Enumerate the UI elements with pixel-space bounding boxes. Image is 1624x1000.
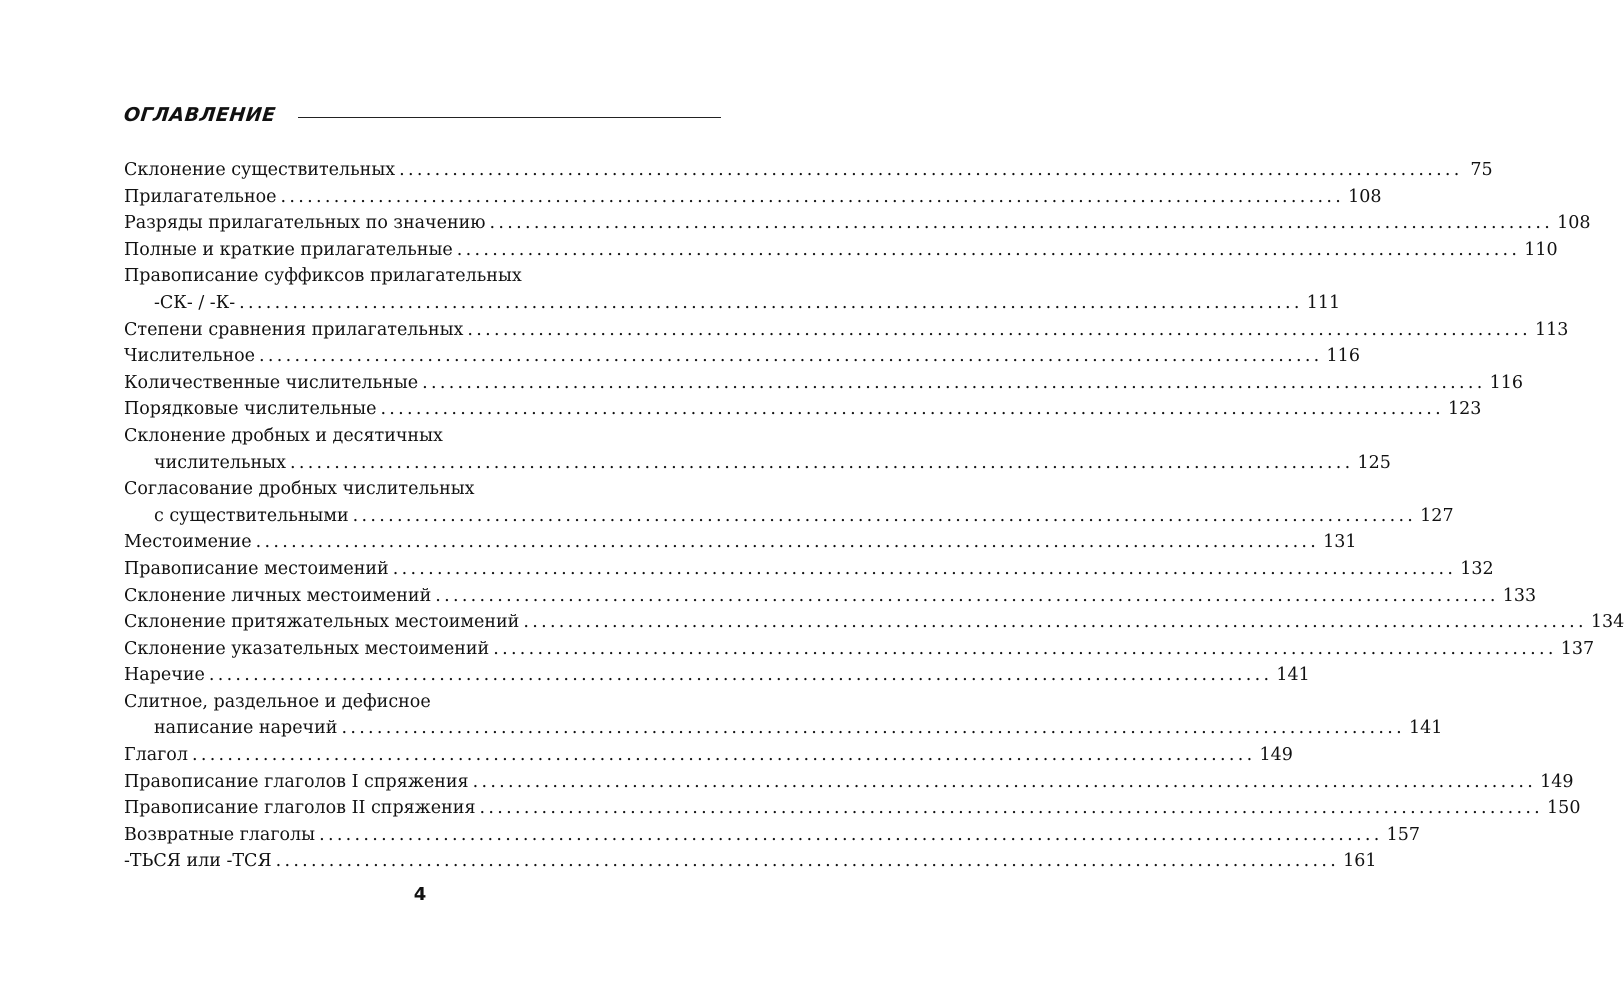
toc-dot-leader: ........................................................................................................................: [352, 505, 1417, 526]
toc-entry-continuation: написание наречий: [154, 718, 338, 739]
toc-dot-leader: ........................................................................................................................: [399, 160, 1463, 180]
toc-dot-leader: ........................................................................................................................: [523, 612, 1587, 633]
toc-entry-title: Правописание местоимений: [124, 558, 389, 579]
toc-dot-leader: ........................................................................................................................: [422, 372, 1486, 393]
toc-entry: [124, 157, 1493, 184]
toc-entry-continuation-line: [124, 450, 1391, 477]
toc-entry: [124, 529, 1357, 556]
toc-dot-leader: ........................................................................................................................: [319, 824, 1383, 845]
toc-entry-continuation-line: [124, 290, 1341, 317]
toc-entry: [124, 636, 1595, 663]
toc-dot-leader: ........................................................................................................................: [341, 718, 1405, 739]
toc-entry-page: 113: [1534, 319, 1569, 340]
toc-entry-title: Слитное, раздельное и дефисное: [124, 691, 431, 712]
toc-entry: [124, 184, 1382, 211]
toc-entry-page: 108: [1348, 186, 1382, 207]
toc-entry-page: 149: [1540, 771, 1574, 792]
page-number: 4: [413, 884, 427, 905]
toc-entry-title: Правописание суффиксов прилагательных: [124, 266, 522, 287]
toc-entry-page: 116: [1326, 346, 1360, 367]
page-title: ОГЛАВЛЕНИЕ: [122, 104, 277, 126]
toc-entry-title: Порядковые числительные: [124, 399, 377, 420]
toc-entry: [124, 210, 1591, 237]
toc-entry-page: 137: [1560, 638, 1595, 659]
toc-dot-leader: ........................................................................................................................: [289, 452, 1354, 473]
toc-entry-continuation-line: [124, 503, 1454, 530]
toc-entry-title: Склонение притяжательных местоимений: [124, 612, 520, 633]
toc-entry-page: 132: [1460, 558, 1494, 579]
toc-entry-page: 149: [1259, 745, 1293, 766]
toc-entry-page: 134: [1590, 612, 1624, 633]
toc-entry-title: Прилагательное: [124, 186, 277, 207]
toc-entry-title: Разряды прилагательных по значению: [124, 213, 486, 234]
toc-entry: [124, 237, 1558, 264]
toc-entry-title: Возвратные глаголы: [124, 824, 316, 845]
toc-entry: [124, 370, 1524, 397]
toc-entry: [124, 795, 1581, 822]
toc-entry: [124, 689, 718, 716]
toc-entry: [124, 822, 1421, 849]
toc-entry-title: Полные и краткие прилагательные: [124, 239, 453, 260]
toc-entry-page: 125: [1357, 452, 1391, 473]
toc-dot-leader: ........................................................................................................................: [380, 399, 1444, 420]
toc-entry: [124, 423, 718, 450]
toc-dot-leader: ........................................................................................................................: [435, 585, 1499, 606]
toc-entry-title: Согласование дробных числительных: [124, 479, 475, 500]
toc-entry-page: 157: [1386, 824, 1421, 845]
toc-entry-page: 108: [1557, 213, 1591, 234]
toc-entry: [124, 343, 1360, 370]
toc-entry-title: Местоимение: [124, 532, 252, 553]
toc-entry-title: Количественные числительные: [124, 372, 419, 393]
table-of-contents: [124, 157, 1624, 875]
toc-dot-leader: ........................................................................................................................: [472, 771, 1537, 792]
toc-entry-page: 161: [1343, 851, 1377, 872]
toc-dot-leader: ........................................................................................................................: [259, 346, 1323, 367]
toc-entry: [124, 609, 1624, 636]
toc-entry-title: -ТЬСЯ или -ТСЯ: [124, 851, 272, 872]
toc-dot-leader: ........................................................................................................................: [493, 638, 1557, 659]
toc-entry-title: Правописание глаголов I спряжения: [124, 771, 469, 792]
toc-dot-leader: ........................................................................................................................: [275, 851, 1340, 872]
toc-entry-continuation: -СК- / -К-: [154, 292, 236, 313]
toc-entry-continuation: числительных: [154, 452, 286, 473]
toc-entry-title: Числительное: [124, 346, 256, 367]
toc-entry-page: 111: [1306, 292, 1341, 313]
toc-dot-leader: ........................................................................................................................: [392, 558, 1457, 579]
toc-entry: [124, 769, 1574, 796]
toc-entry-title: Склонение существительных: [124, 160, 396, 180]
toc-dot-leader: ........................................................................................................................: [467, 319, 1531, 340]
header-rule: [298, 117, 721, 118]
toc-entry-page: 123: [1447, 399, 1482, 420]
toc-entry-title: Глагол: [124, 745, 188, 766]
toc-entry: [124, 742, 1293, 769]
toc-entry: [124, 556, 1494, 583]
toc-dot-leader: ........................................................................................................................: [239, 292, 1303, 313]
toc-entry: [124, 662, 1310, 689]
toc-dot-leader: ........................................................................................................................: [479, 798, 1544, 819]
toc-entry-page: 150: [1547, 798, 1581, 819]
toc-header: [124, 98, 721, 132]
toc-entry: [124, 476, 718, 503]
toc-entry-page: 141: [1276, 665, 1310, 686]
toc-entry-title: Наречие: [124, 665, 205, 686]
toc-dot-leader: ........................................................................................................................: [191, 745, 1256, 766]
toc-entry: [124, 263, 718, 290]
toc-entry-page: 75: [1470, 160, 1493, 180]
toc-dot-leader: ........................................................................................................................: [456, 239, 1521, 260]
toc-entry-title: Склонение указательных местоимений: [124, 638, 490, 659]
toc-entry-page: 131: [1323, 532, 1357, 553]
toc-entry-page: 110: [1524, 239, 1558, 260]
toc-entry-page: 133: [1502, 585, 1537, 606]
toc-entry: [124, 396, 1482, 423]
toc-entry-title: Степени сравнения прилагательных: [124, 319, 464, 340]
toc-dot-leader: ........................................................................................................................: [208, 665, 1273, 686]
toc-entry-title: Правописание глаголов II спряжения: [124, 798, 476, 819]
toc-entry-page: 141: [1409, 718, 1443, 739]
toc-entry: [124, 317, 1569, 344]
toc-entry-continuation: с существительными: [154, 505, 349, 526]
toc-entry: [124, 848, 1377, 875]
toc-entry-page: 127: [1420, 505, 1454, 526]
toc-entry-continuation-line: [124, 715, 1443, 742]
toc-entry: [124, 583, 1537, 610]
toc-entry-title: Склонение дробных и десятичных: [124, 425, 443, 446]
toc-dot-leader: ........................................................................................................................: [255, 532, 1320, 553]
toc-dot-leader: ........................................................................................................................: [489, 213, 1554, 234]
toc-entry-title: Склонение личных местоимений: [124, 585, 432, 606]
toc-dot-leader: ........................................................................................................................: [280, 186, 1345, 207]
toc-entry-page: 116: [1489, 372, 1524, 393]
